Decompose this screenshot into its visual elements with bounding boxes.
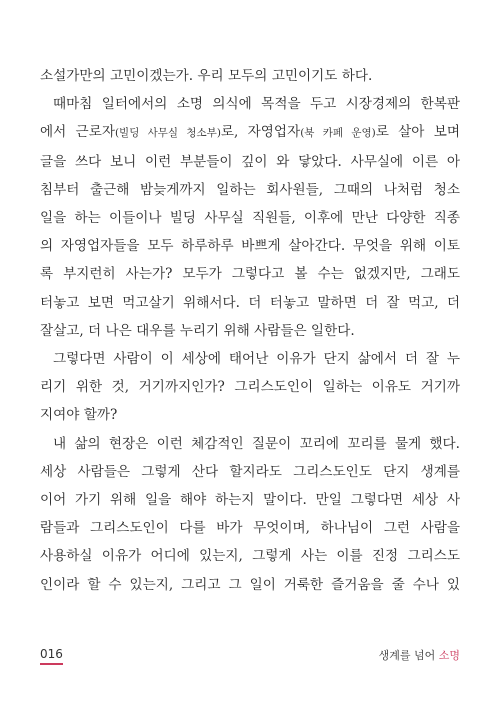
running-title-text: 생계를 넘어 xyxy=(378,649,439,662)
page-number: 016 xyxy=(40,647,63,665)
inline-note: (빌딩 사무실 청소부) xyxy=(114,127,221,140)
paragraph-2 xyxy=(40,90,460,345)
text-line: 잘살고, 더 나은 대우를 누리기 위해 사람들은 일한다. xyxy=(40,322,355,339)
text-line: 때마침 일터에서의 소명 의식에 목적을 두고 시장경제의 한복판 xyxy=(53,96,460,113)
text-line: 일을 하는 이들이나 빌딩 사무실 직원들, 이후에 만난 다양한 직종 xyxy=(40,210,460,227)
running-title-accent: 소명 xyxy=(438,649,460,662)
text-line: 글을 쓰다 보니 이런 부분들이 깊이 와 닿았다. 사무실에 이른 아 xyxy=(40,153,460,170)
text-line-with-notes xyxy=(40,118,460,147)
text-line: 세상 사람들은 그렇게 산다 할지라도 그리스도인도 단지 생계를 xyxy=(40,463,460,480)
page-footer xyxy=(40,647,460,667)
text-line: 리기 위한 것, 거기까지인가? 그리스도인이 일하는 이유도 거기까 xyxy=(40,379,460,396)
text-line: 터놓고 보면 먹고살기 위해서다. 더 터놓고 말하면 더 잘 먹고, 더 xyxy=(40,294,460,311)
running-title xyxy=(379,647,460,663)
text-line: 내 삶의 현장은 이런 체감적인 질문이 꼬리에 꼬리를 물게 했다. xyxy=(53,435,460,452)
text-line: 사용하실 이유가 어디에 있는지, 그렇게 사는 이를 진정 그리스도 xyxy=(40,548,460,565)
text-line: 인이라 할 수 있는지, 그리고 그 일이 거룩한 즐거움을 줄 수나 있 xyxy=(40,576,460,593)
paragraph-4 xyxy=(40,430,460,599)
text-segment: 로, 자영업자 xyxy=(220,124,301,141)
text-line: 이어 가기 위해 일을 해야 하는지 말이다. 만일 그렇다면 세상 사 xyxy=(40,492,460,509)
text-line: 록 부지런히 사는가? 모두가 그렇다고 볼 수는 없겠지만, 그래도 xyxy=(40,266,460,283)
body-text xyxy=(40,62,460,599)
paragraph-1 xyxy=(40,62,460,90)
text-segment: 에서 근로자 xyxy=(40,124,115,141)
text-line: 람들과 그리스도인이 다를 바가 무엇이며, 하나님이 그런 사람을 xyxy=(40,520,460,537)
text-line: 소설가만의 고민이겠는가. 우리 모두의 고민이기도 하다. xyxy=(40,68,373,84)
text-line: 그렇다면 사람이 이 세상에 태어난 이유가 단지 삶에서 더 잘 누 xyxy=(53,351,460,368)
text-line: 침부터 출근해 밤늦게까지 일하는 회사원들, 그때의 나처럼 청소 xyxy=(40,181,460,198)
inline-note: (북 카페 운영) xyxy=(300,127,376,140)
text-line: 의 자영업자들을 모두 하루하루 바쁘게 살아간다. 무엇을 위해 이토 xyxy=(40,238,460,255)
paragraph-3 xyxy=(40,345,460,430)
text-line: 지여야 할까? xyxy=(40,407,118,424)
text-segment: 로 살아 보며 xyxy=(375,124,460,141)
